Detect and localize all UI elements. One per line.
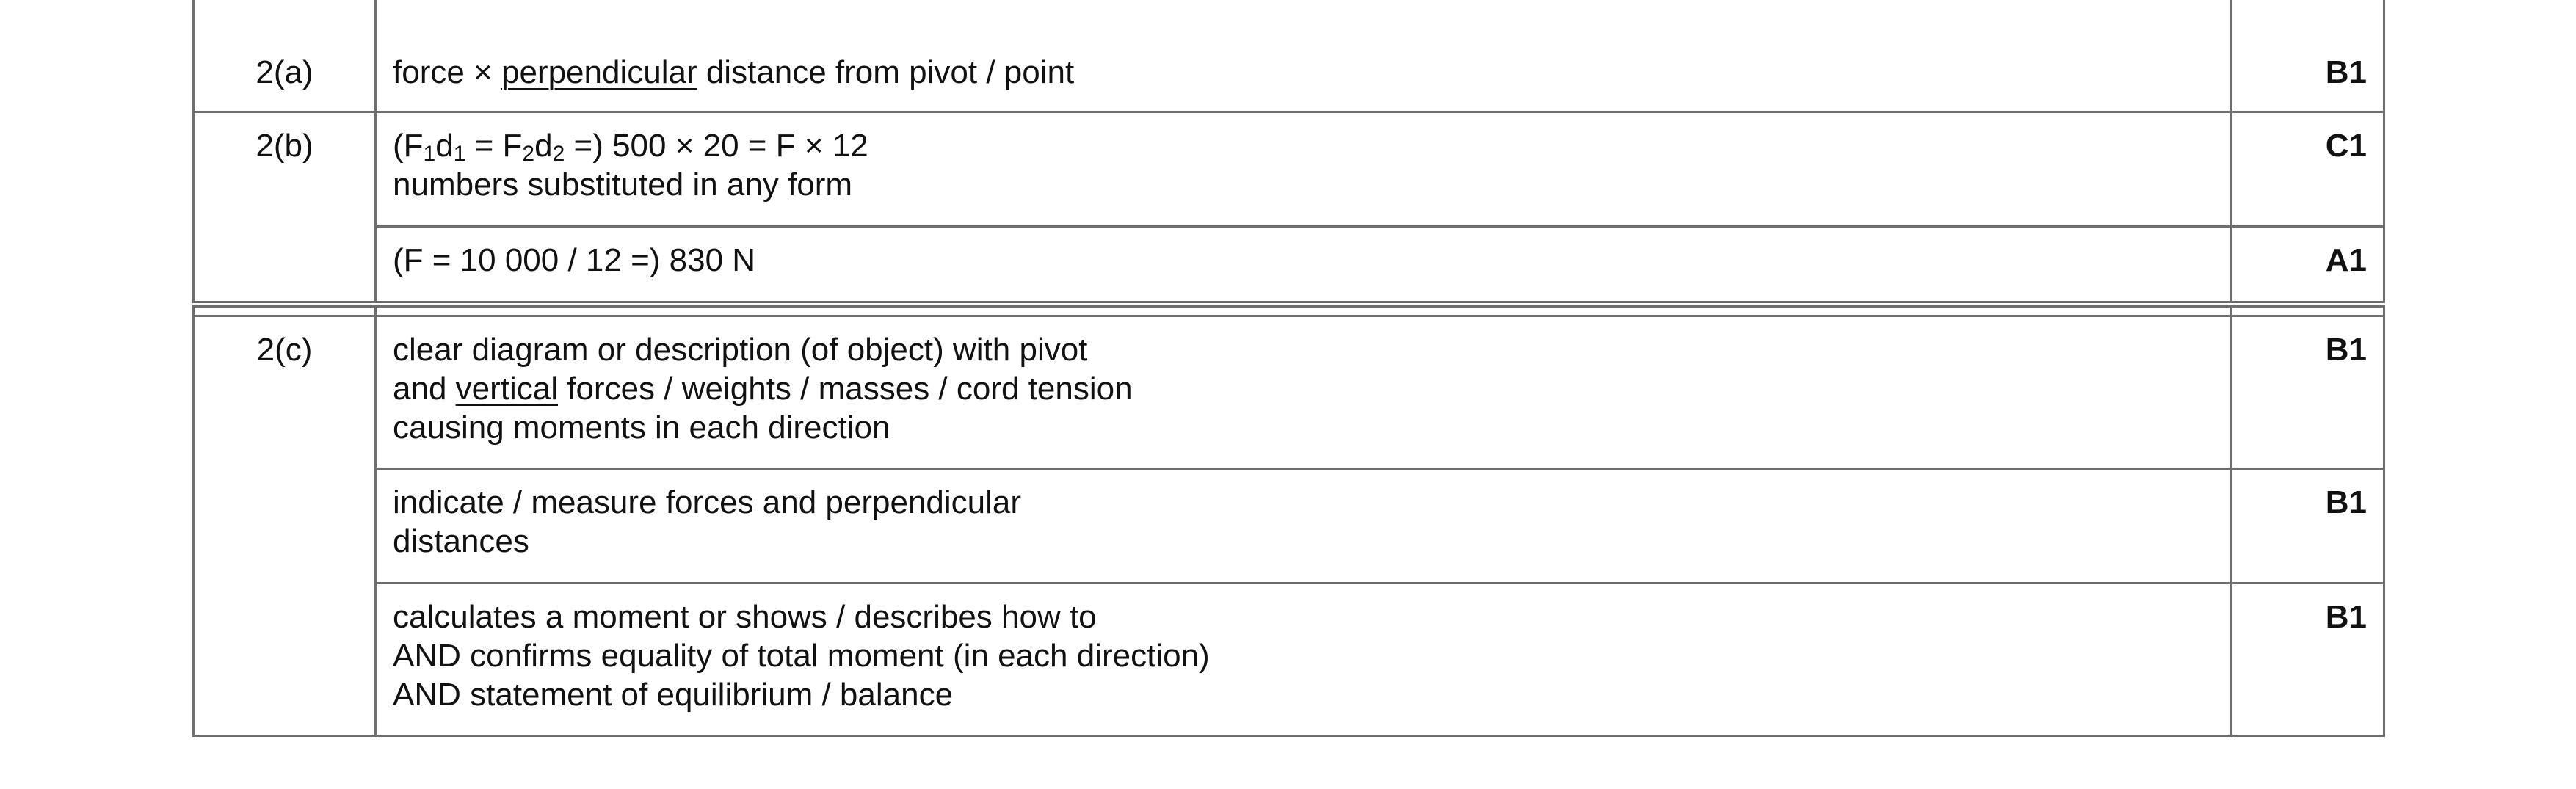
answer-text: (F = 10 000 / 12 =) 830 N bbox=[393, 241, 756, 278]
answer-line bbox=[393, 369, 2214, 408]
answer-cell bbox=[376, 583, 2232, 736]
mark-code: A1 bbox=[2325, 241, 2367, 278]
divider-cell bbox=[2232, 307, 2384, 316]
answer-text-part: distance from pivot / point bbox=[697, 54, 1075, 90]
table-row-q2b-1 bbox=[194, 112, 2384, 226]
answer-line: AND confirms equality of total moment (in each direction) bbox=[393, 638, 1210, 674]
equation-part: d bbox=[435, 127, 454, 164]
answer-cell bbox=[376, 226, 2232, 302]
subscript: 1 bbox=[423, 141, 436, 166]
table-row-q2a bbox=[194, 0, 2384, 112]
mark-code: C1 bbox=[2325, 127, 2367, 164]
subscript: 2 bbox=[522, 141, 535, 166]
marks-cell bbox=[2232, 112, 2384, 226]
equation-line bbox=[393, 126, 2214, 165]
answer-note: numbers substituted in any form bbox=[393, 166, 853, 203]
answer-cell bbox=[376, 112, 2232, 226]
marks-cell bbox=[2232, 0, 2384, 112]
question-number: 2(a) bbox=[255, 54, 313, 90]
divider-cell bbox=[376, 307, 2232, 316]
equation-part: (F bbox=[393, 127, 424, 164]
divider-cell bbox=[194, 307, 376, 316]
marks-cell bbox=[2232, 469, 2384, 583]
answer-text-part: force × bbox=[393, 54, 501, 90]
mark-code: B1 bbox=[2325, 332, 2367, 368]
answer-cell bbox=[376, 0, 2232, 112]
answer-line: distances bbox=[393, 523, 529, 559]
subscript: 2 bbox=[552, 141, 565, 166]
question-number-cell bbox=[194, 316, 376, 736]
mark-code: B1 bbox=[2325, 54, 2367, 90]
table-divider-row bbox=[194, 307, 2384, 316]
table-row-q2b-2 bbox=[194, 226, 2384, 302]
question-number-cell bbox=[194, 112, 376, 302]
table-row-q2c-3 bbox=[194, 583, 2384, 736]
mark-code: B1 bbox=[2325, 484, 2367, 520]
answer-text-part: and bbox=[393, 371, 456, 407]
underlined-term: perpendicular bbox=[501, 54, 697, 90]
table-row-q2c-1 bbox=[194, 316, 2384, 469]
mark-scheme-table-q2ab bbox=[192, 0, 2385, 303]
marks-cell bbox=[2232, 316, 2384, 469]
question-number: 2(b) bbox=[255, 127, 313, 164]
subscript: 1 bbox=[453, 141, 466, 166]
mark-code: B1 bbox=[2325, 599, 2367, 635]
answer-cell bbox=[376, 469, 2232, 583]
mark-scheme-table-q2c bbox=[192, 305, 2385, 737]
underlined-term: vertical bbox=[455, 371, 559, 407]
answer-cell bbox=[376, 316, 2232, 469]
marks-cell bbox=[2232, 583, 2384, 736]
marks-cell bbox=[2232, 226, 2384, 302]
equation-part: =) 500 × 20 = F × 12 bbox=[565, 127, 868, 164]
answer-line: causing moments in each direction bbox=[393, 410, 890, 446]
equation-part: = F bbox=[465, 127, 523, 164]
answer-text-part: forces / weights / masses / cord tension bbox=[558, 371, 1133, 407]
question-number: 2(c) bbox=[256, 332, 313, 368]
answer-line: AND statement of equilibrium / balance bbox=[393, 677, 954, 713]
answer-line: indicate / measure forces and perpendicular bbox=[393, 484, 1022, 520]
answer-line: clear diagram or description (of object) with pivot bbox=[393, 332, 1088, 368]
answer-line: calculates a moment or shows / describes how to bbox=[393, 599, 1097, 635]
answer-text bbox=[393, 53, 2214, 92]
equation-part: d bbox=[534, 127, 553, 164]
question-number-cell bbox=[194, 0, 376, 112]
table-row-q2c-2 bbox=[194, 469, 2384, 583]
